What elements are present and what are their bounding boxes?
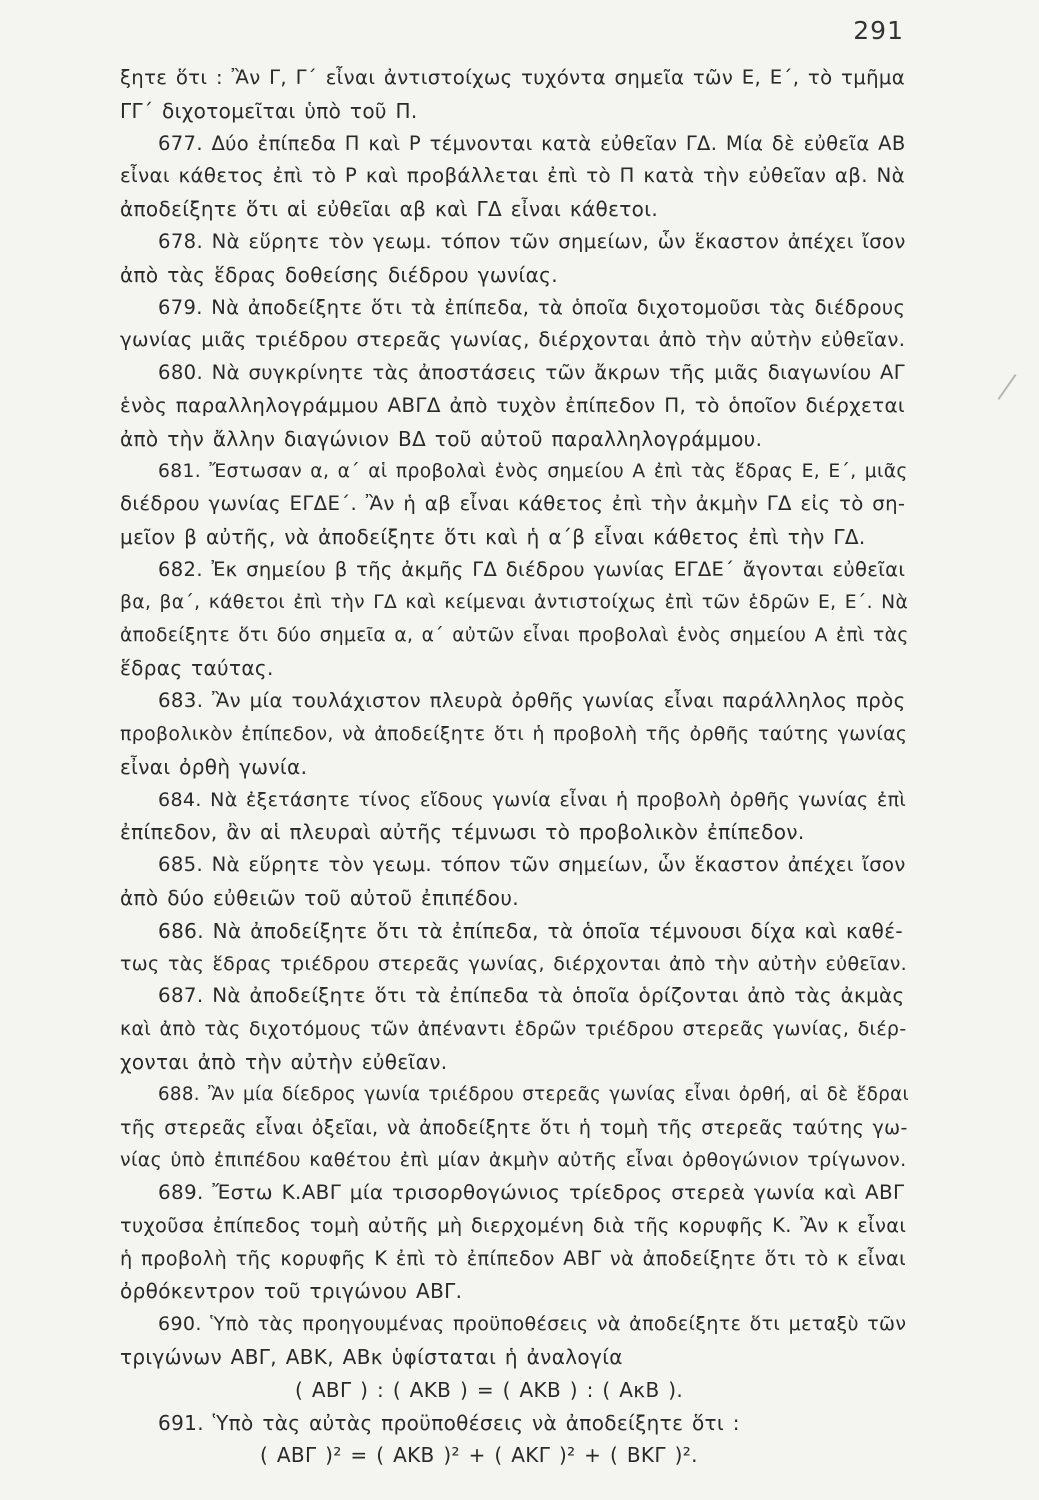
text-line: ἕδρας ταύτας. xyxy=(120,656,274,681)
text-line: 684. Νὰ ἐξετάσητε τίνος εἴδους γωνία εἶναι ἡ προβολὴ ὀρθῆς γωνίας ἐπὶ xyxy=(158,788,907,811)
text-line: 687. Νὰ ἀποδείξητε ὅτι τὰ ἐπίπεδα τὰ ὁποῖα ὁρίζονται ἀπὸ τὰς ἀκμὰς xyxy=(158,984,905,1008)
text-line: χονται ἀπὸ τὴν αὐτὴν εὐθεῖαν. xyxy=(120,1049,448,1074)
text-line: διέδρου γωνίας ΕΓΔΕ΄. Ἂν ἡ αβ εἶναι κάθετος ἐπὶ τὴν ἀκμὴν ΓΔ εἰς τὸ ση- xyxy=(120,492,906,516)
text-line: ὀρθόκεντρον τοῦ τριγώνου ΑΒΓ. xyxy=(120,1279,463,1304)
text-line: 688. Ἂν μία δίεδρος γωνία τριέδρου στερεᾶς γωνίας εἶναι ὀρθή, αἱ δὲ ἕδραι xyxy=(158,1083,910,1105)
text-line: καὶ ἀπὸ τὰς διχοτόμους τῶν ἀπέναντι ἑδρῶν τριέδρου στερεᾶς γωνίας, διέρ- xyxy=(120,1018,907,1041)
formula-line: ( ΑΒΓ )² = ( ΑΚΒ )² + ( ΑΚΓ )² + ( ΒΚΓ )². xyxy=(260,1443,698,1468)
text-line: τως τὰς ἕδρας τριέδρου στερεᾶς γωνίας, διέρχονται ἀπὸ τὴν αὐτὴν εὐθεῖαν. xyxy=(120,952,908,975)
text-line: 680. Νὰ συγκρίνητε τὰς ἀποστάσεις τῶν ἄκρων τῆς μιᾶς διαγωνίου ΑΓ xyxy=(158,361,906,385)
text-line: 689. Ἔστω Κ.ΑΒΓ μία τρισορθογώνιος τρίεδρος στερεὰ γωνία καὶ ΑΒΓ xyxy=(158,1181,905,1205)
text-line: βα, βα΄, κάθετοι ἐπὶ τὴν ΓΔ καὶ κείμεναι ἀντιστοίχως ἐπὶ τῶν ἑδρῶν Ε, Ε΄. Νὰ xyxy=(120,591,909,613)
text-line: 681. Ἔστωσαν α, α΄ αἱ προβολαὶ ἑνὸς σημείου Α ἐπὶ τὰς ἕδρας Ε, Ε΄, μιᾶς xyxy=(158,460,908,482)
text-line: ξητε ὅτι : Ἂν Γ, Γ΄ εἶναι ἀντιστοίχως τυχόντα σημεῖα τῶν Ε, Ε΄, τὸ τμῆμα xyxy=(120,66,906,89)
text-line: ἀποδείξητε ὅτι αἱ εὐθεῖαι αβ καὶ ΓΔ εἶναι κάθετοι. xyxy=(120,197,659,222)
text-line: ΓΓ΄ διχοτομεῖται ὑπὸ τοῦ Π. xyxy=(120,98,418,123)
text-line: 677. Δύο ἐπίπεδα Π καὶ Ρ τέμνονται κατὰ εὐθεῖαν ΓΔ. Μία δὲ εὐθεῖα ΑΒ xyxy=(158,131,906,155)
text-line: ἡ προβολὴ τῆς κορυφῆς Κ ἐπὶ τὸ ἐπίπεδον ΑΒΓ νὰ ἀποδείξητε ὅτι τὸ κ εἶναι xyxy=(120,1246,907,1270)
text-line: 691. Ὑπὸ τὰς αὐτὰς προϋποθέσεις νὰ ἀποδείξητε ὅτι : xyxy=(158,1410,740,1435)
page-number: 291 xyxy=(853,16,904,45)
text-line: τυχοῦσα ἐπίπεδος τομὴ αὐτῆς μὴ διερχομένη διὰ τῆς κορυφῆς Κ. Ἂν κ εἶναι xyxy=(120,1213,907,1237)
text-line: 678. Νὰ εὕρητε τὸν γεωμ. τόπον τῶν σημείων, ὧν ἕκαστον ἀπέχει ἴσον xyxy=(158,229,906,253)
margin-mark xyxy=(998,374,1017,400)
text-line: 679. Νὰ ἀποδείξητε ὅτι τὰ ἐπίπεδα, τὰ ὁποῖα διχοτομοῦσι τὰς διέδρους xyxy=(158,295,906,319)
text-line: μεῖον β αὐτῆς, νὰ ἀποδείξητε ὅτι καὶ ἡ α΄β εἶναι κάθετος ἐπὶ τὴν ΓΔ. xyxy=(120,525,866,550)
text-line: τῆς στερεᾶς εἶναι ὀξεῖαι, νὰ ἀποδείξητε ὅτι ἡ τομὴ τῆς στερεᾶς ταύτης γω- xyxy=(120,1116,908,1139)
text-line: τριγώνων ΑΒΓ, ΑΒΚ, ΑΒκ ὑφίσταται ἡ ἀναλογία xyxy=(120,1345,623,1370)
text-line: εἶναι ὀρθὴ γωνία. xyxy=(120,754,308,779)
text-line: γωνίας μιᾶς τριέδρου στερεᾶς γωνίας, διέρχονται ἀπὸ τὴν αὐτὴν εὐθεῖαν. xyxy=(120,328,906,352)
text-line: νίας ὑπὸ ἐπιπέδου καθέτου ἐπὶ μίαν ἀκμὴν αὐτῆς εἶναι ὀρθογώνιον τρίγωνον. xyxy=(120,1149,907,1172)
text-line: ἐπίπεδον, ἂν αἱ πλευραὶ αὐτῆς τέμνωσι τὸ προβολικὸν ἐπίπεδον. xyxy=(120,820,805,845)
page-text-body xyxy=(120,62,910,1472)
text-line: ἀπὸ δύο εὐθειῶν τοῦ αὐτοῦ ἐπιπέδου. xyxy=(120,885,519,910)
text-line: προβολικὸν ἐπίπεδον, νὰ ἀποδείξητε ὅτι ἡ προβολὴ τῆς ὀρθῆς ταύτης γωνίας xyxy=(120,722,908,745)
text-line: 686. Νὰ ἀποδείξητε ὅτι τὰ ἐπίπεδα, τὰ ὁποῖα τέμνουσι δίχα καὶ καθέ- xyxy=(158,918,903,943)
text-line: 685. Νὰ εὕρητε τὸν γεωμ. τόπον τῶν σημείων, ὧν ἕκαστον ἀπέχει ἴσον xyxy=(158,853,906,877)
text-line: εἶναι κάθετος ἐπὶ τὸ Ρ καὶ προβάλλεται ἐπὶ τὸ Π κατὰ τὴν εὐθεῖαν αβ. Νὰ xyxy=(120,164,906,188)
text-line: 690. Ὑπὸ τὰς προηγουμένας προϋποθέσεις νὰ ἀποδείξητε ὅτι μεταξὺ τῶν xyxy=(158,1313,907,1336)
text-line: ἀπὸ τὰς ἕδρας δοθείσης διέδρου γωνίας. xyxy=(120,262,558,287)
text-line: ἀποδείξητε ὅτι δύο σημεῖα α, α΄ αὐτῶν εἶναι προβολαὶ ἑνὸς σημείου Α ἐπὶ τὰς xyxy=(120,624,909,646)
text-line: ἑνὸς παραλληλογράμμου ΑΒΓΔ ἀπὸ τυχὸν ἐπίπεδον Π, τὸ ὁποῖον διέρχεται xyxy=(120,393,905,417)
formula-line: ( ΑΒΓ ) : ( ΑΚΒ ) = ( ΑΚΒ ) : ( ΑκΒ ). xyxy=(295,1377,684,1402)
text-line: ἀπὸ τὴν ἄλλην διαγώνιον ΒΔ τοῦ αὐτοῦ παραλληλογράμμου. xyxy=(120,426,763,451)
text-line: 682. Ἐκ σημείου β τῆς ἀκμῆς ΓΔ διέδρου γωνίας ΕΓΔΕ΄ ἄγονται εὐθεῖαι xyxy=(158,557,906,581)
text-line: 683. Ἂν μία τουλάχιστον πλευρὰ ὀρθῆς γωνίας εἶναι παράλληλος πρὸς xyxy=(158,689,906,713)
